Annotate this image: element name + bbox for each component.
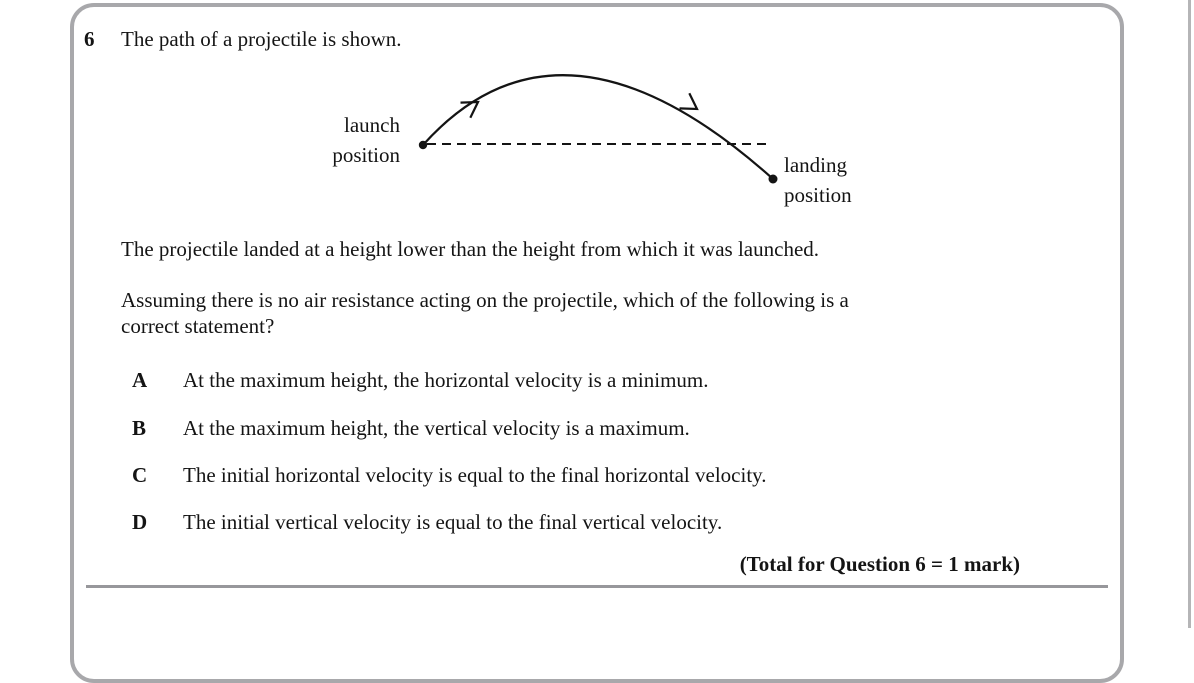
option-row-a [132, 367, 709, 393]
option-letter-c: C [132, 463, 148, 487]
launch-label-line2: position [332, 143, 400, 167]
landing-label-line2: position [784, 183, 852, 207]
adjacent-page-edge [1188, 0, 1191, 628]
launch-position-label [300, 110, 400, 170]
launch-point-dot [419, 141, 427, 149]
option-text-d: The initial vertical velocity is equal to the final vertical velocity. [183, 510, 723, 534]
option-text-a: At the maximum height, the horizontal velocity is a minimum. [183, 368, 709, 392]
trajectory-curve [423, 75, 773, 179]
option-letter-a: A [132, 368, 148, 392]
option-row-b [132, 415, 690, 441]
question-prompt: The path of a projectile is shown. [121, 27, 402, 51]
statement-paragraph: The projectile landed at a height lower than the height from which it was launched. [121, 237, 820, 261]
instruction-paragraph [121, 287, 849, 339]
landing-point-dot [769, 175, 778, 184]
landing-position-label [784, 150, 852, 210]
instruction-line1: Assuming there is no air resistance acting on the projectile, which of the following is a [121, 288, 849, 312]
launch-label-line1: launch [344, 113, 400, 137]
question-number: 6 [84, 27, 95, 51]
total-marks-label: (Total for Question 6 = 1 mark) [739, 552, 1020, 576]
option-letter-b: B [132, 416, 147, 440]
instruction-line2: correct statement? [121, 314, 275, 338]
option-row-d [132, 509, 722, 535]
option-text-b: At the maximum height, the vertical velocity is a maximum. [183, 416, 690, 440]
option-letter-d: D [132, 510, 148, 534]
question-divider-rule [86, 585, 1108, 588]
option-row-c [132, 462, 767, 488]
landing-label-line1: landing [784, 153, 847, 177]
option-text-c: The initial horizontal velocity is equal to the final horizontal velocity. [183, 463, 767, 487]
